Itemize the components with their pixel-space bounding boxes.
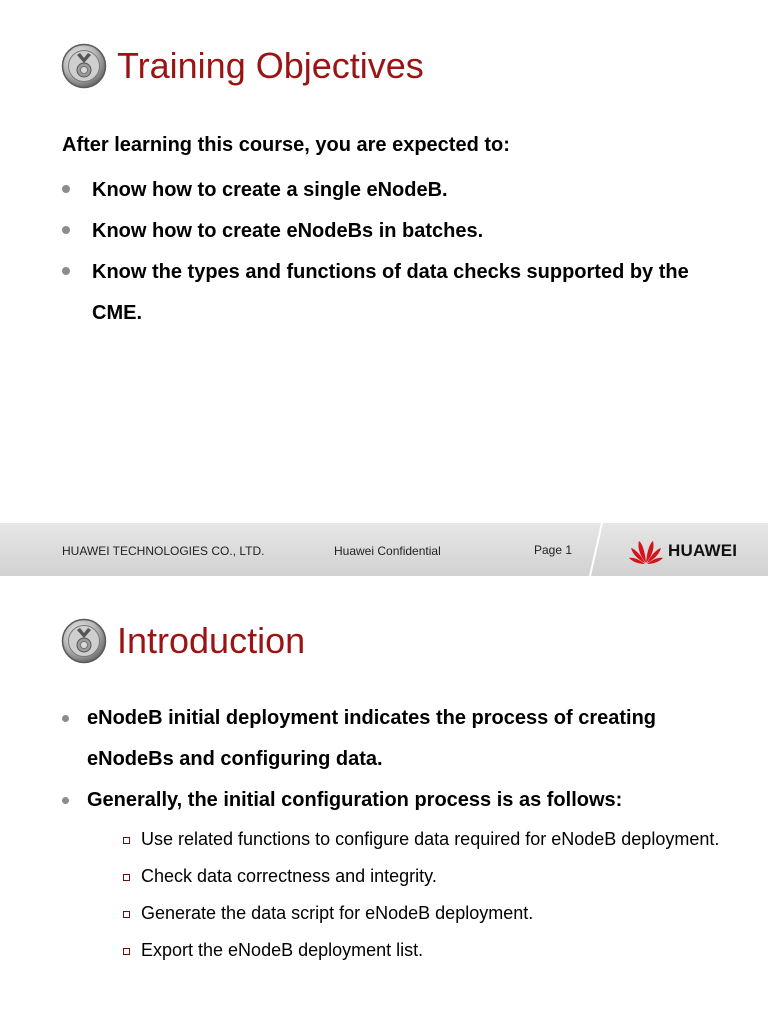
- slide-title-row: [61, 43, 424, 89]
- process-step-text: Check data correctness and integrity.: [141, 866, 437, 886]
- process-step-item: [117, 932, 722, 969]
- footer-company: HUAWEI TECHNOLOGIES CO., LTD.: [62, 544, 265, 558]
- bullet-dot-icon: [62, 797, 69, 804]
- process-step-text: Generate the data script for eNodeB deployment.: [141, 903, 534, 923]
- medal-icon: [61, 43, 107, 89]
- slide-introduction: [0, 576, 768, 1024]
- square-bullet-icon: [123, 948, 130, 955]
- slide-title: Introduction: [117, 620, 306, 661]
- introduction-list: [62, 698, 722, 969]
- intro-bullet-text: eNodeB initial deployment indicates the process of creating eNodeBs and configuring data.: [87, 707, 657, 770]
- square-bullet-icon: [123, 837, 130, 844]
- footer-divider-slash: [580, 523, 610, 576]
- square-bullet-icon: [123, 874, 130, 881]
- process-step-item: [117, 821, 722, 858]
- intro-bullet-item: [62, 698, 722, 780]
- objectives-intro: After learning this course, you are expected to:: [62, 134, 510, 156]
- intro-bullet-item: [62, 780, 722, 969]
- process-step-text: Use related functions to configure data required for eNodeB deployment.: [141, 829, 720, 849]
- objective-item: [62, 252, 722, 334]
- intro-bullet-text: Generally, the initial configuration process is as follows:: [87, 789, 623, 811]
- square-bullet-icon: [123, 911, 130, 918]
- bullet-dot-icon: [62, 185, 70, 193]
- objective-item: [62, 211, 722, 252]
- huawei-petal-icon: [628, 537, 664, 565]
- process-step-item: [117, 895, 722, 932]
- slide-title: Training Objectives: [117, 45, 424, 86]
- slide-title-row: [61, 618, 305, 664]
- process-steps-list: [87, 821, 722, 969]
- medal-icon: [61, 618, 107, 664]
- huawei-logo: [628, 537, 737, 565]
- objective-text: Know the types and functions of data checks supported by the CME.: [92, 261, 689, 324]
- objective-item: [62, 170, 722, 211]
- bullet-dot-icon: [62, 267, 70, 275]
- bullet-dot-icon: [62, 226, 70, 234]
- process-step-text: Export the eNodeB deployment list.: [141, 940, 424, 960]
- huawei-logo-text: HUAWEI: [668, 541, 738, 560]
- slide-footer: [0, 523, 768, 576]
- objectives-list: [62, 170, 722, 334]
- objective-text: Know how to create eNodeBs in batches.: [92, 220, 484, 242]
- objective-text: Know how to create a single eNodeB.: [92, 179, 448, 201]
- process-step-item: [117, 858, 722, 895]
- footer-confidential: Huawei Confidential: [334, 544, 441, 558]
- bullet-dot-icon: [62, 715, 69, 722]
- footer-page-number: Page 1: [534, 543, 573, 557]
